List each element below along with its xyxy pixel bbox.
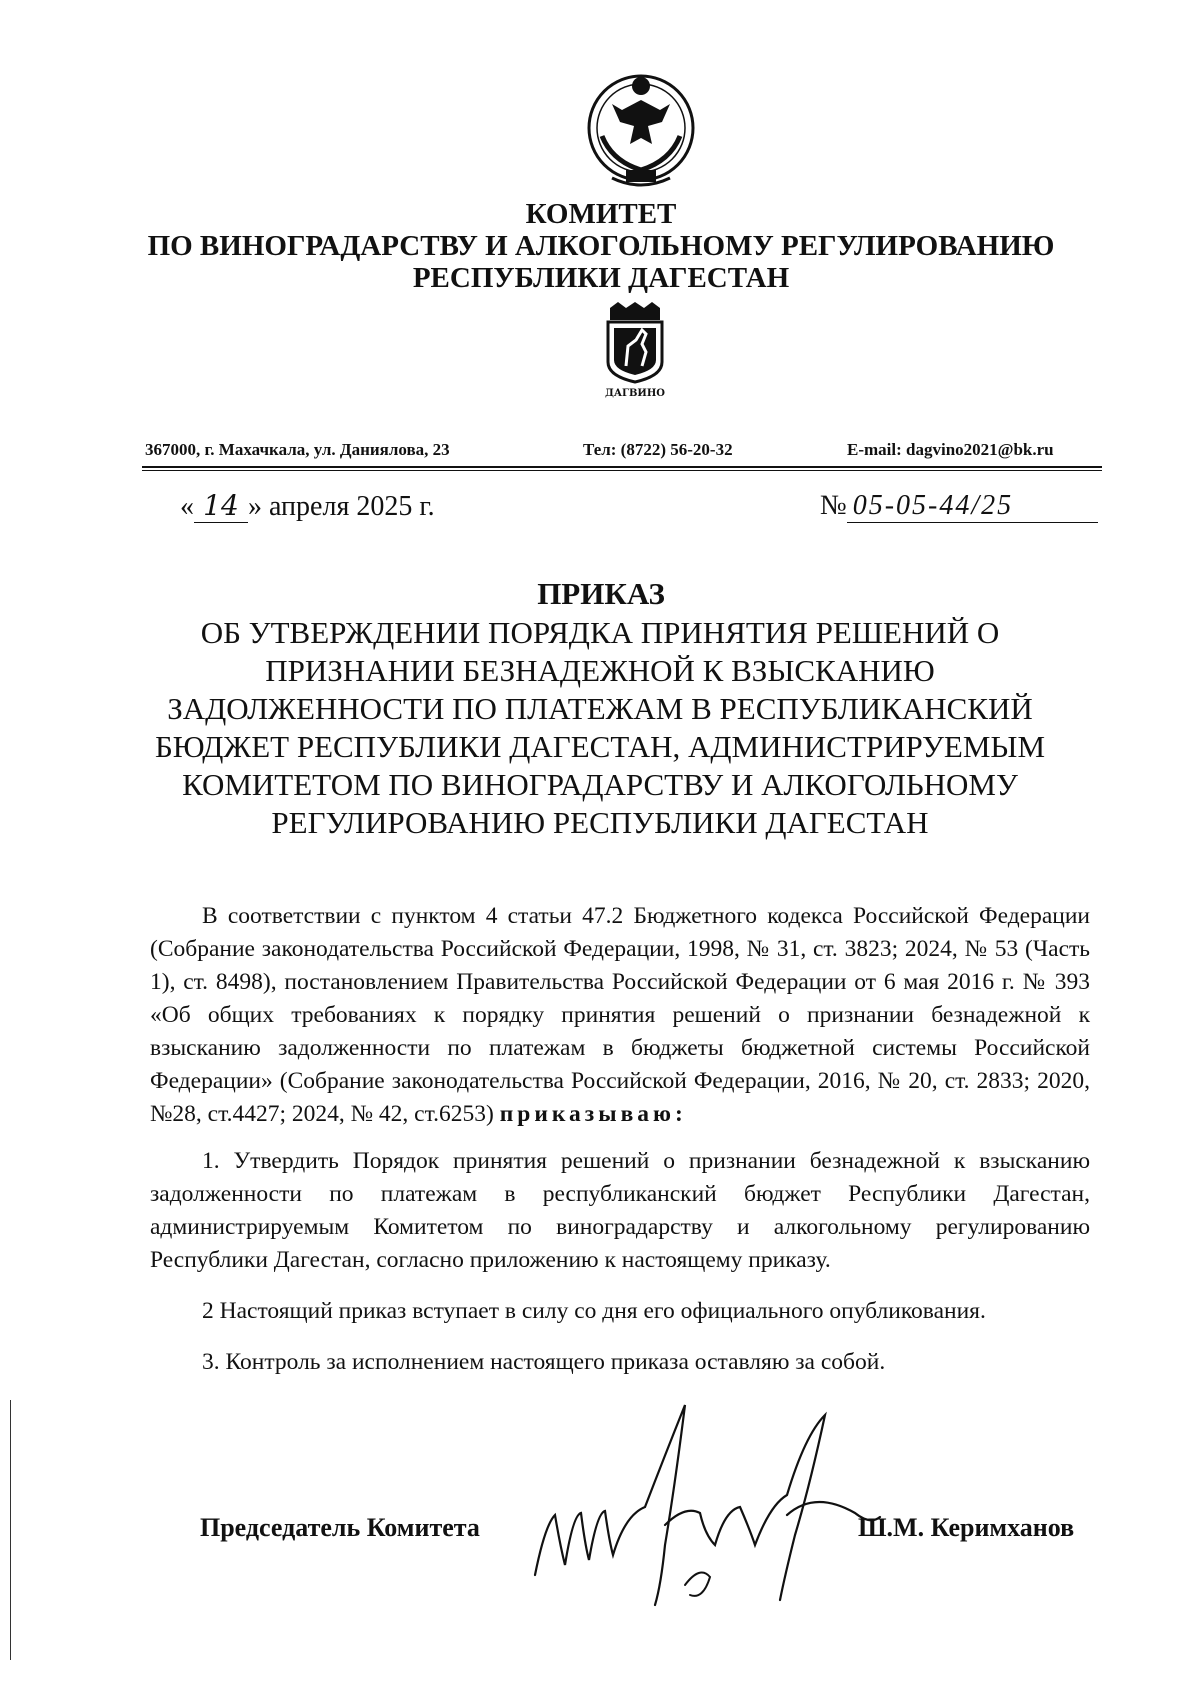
signatory-role: Председатель Комитета: [200, 1513, 480, 1542]
order-number-handwritten: 05-05-44/25: [847, 490, 1098, 523]
address-text: 367000, г. Махачкала, ул. Даниялова, 23: [145, 440, 450, 459]
org-name-line-1: КОМИТЕТ: [525, 198, 677, 230]
document-type-title: ПРИКАЗ: [537, 576, 665, 611]
order-number: № 05-05-44/25: [820, 490, 1098, 523]
header-divider: [142, 466, 1102, 468]
logo-caption: ДАГВИНО: [605, 388, 665, 399]
phone-text: Тел: (8722) 56-20-32: [583, 440, 733, 459]
document-subject: ОБ УТВЕРЖДЕНИИ ПОРЯДКА ПРИНЯТИЯ РЕШЕНИЙ О ПРИЗНАНИИ БЕЗНАДЕЖНОЙ К ВЗЫСКАНИЮ ЗАДОЛЖЕННОСТИ ПО ПЛАТЕЖАМ В РЕСПУБЛИКАНСКИЙ БЮДЖЕТ РЕСПУБЛИКИ ДАГЕСТАН, АДМИНИСТРИРУЕМЫМ КОМИТЕТОМ ПО ВИНОГРАДАРСТВУ И АЛКОГОЛЬНОМУ РЕГУЛИРОВАНИЮ РЕСПУБЛИКИ ДАГЕСТАН: [154, 615, 1046, 840]
email-text: E-mail: dagvino2021@bk.ru: [847, 440, 1054, 459]
org-name-line-2: ПО ВИНОГРАДАРСТВУ И АЛКОГОЛЬНОМУ РЕГУЛИРОВАНИЮ: [147, 230, 1055, 262]
date-day-handwritten: 14: [194, 490, 248, 523]
order-keyword: приказываю:: [499, 1101, 687, 1127]
dagvino-logo: [592, 300, 678, 400]
order-item-2: 2 Настоящий приказ вступает в силу со дня его официального опубликования.: [202, 1298, 986, 1324]
order-item-1: 1. Утвердить Порядок принятия решений о признании безнадежной к взысканию задолженности по платежам в республиканский бюджет Республики Дагестан, администрируемым Комитетом по виноградарству и алкогольному регулированию Республики Дагестан, согласно приложению к настоящему приказу.: [150, 1148, 1090, 1273]
intro-paragraph: В соответствии с пунктом 4 статьи 47.2 Бюджетного кодекса Российской Федерации (Собрание законодательства Российской Федерации, 1998, № 31, ст. 3823; 2024, № 53 (Часть 1), ст. 8498), постановлением Правительства Российской Федерации от 6 мая 2016 г. № 393 «Об общих требованиях к порядку принятия решений о признании безнадежной к взысканию задолженности по платежам в бюджеты бюджетной системы Российской Федерации» (Собрание законодательства Российской Федерации, 2016, № 20, ст. 2833; 2020, №28, ст.4427; 2024, № 42, ст.6253) приказываю:: [150, 903, 1090, 1127]
dagestan-emblem-icon: [582, 66, 700, 196]
order-date: « 14 » апреля 2025 г.: [180, 489, 435, 522]
scan-margin-line: [10, 1400, 11, 1660]
handwritten-signature: [525, 1395, 885, 1610]
document-body: [150, 900, 1090, 1379]
signatory-name: Ш.М. Керимханов: [858, 1513, 1075, 1542]
org-name-line-3: РЕСПУБЛИКИ ДАГЕСТАН: [412, 262, 790, 294]
order-item-3: 3. Контроль за исполнением настоящего приказа оставляю за собой.: [202, 1349, 886, 1375]
header-divider-thin: [142, 470, 1102, 471]
